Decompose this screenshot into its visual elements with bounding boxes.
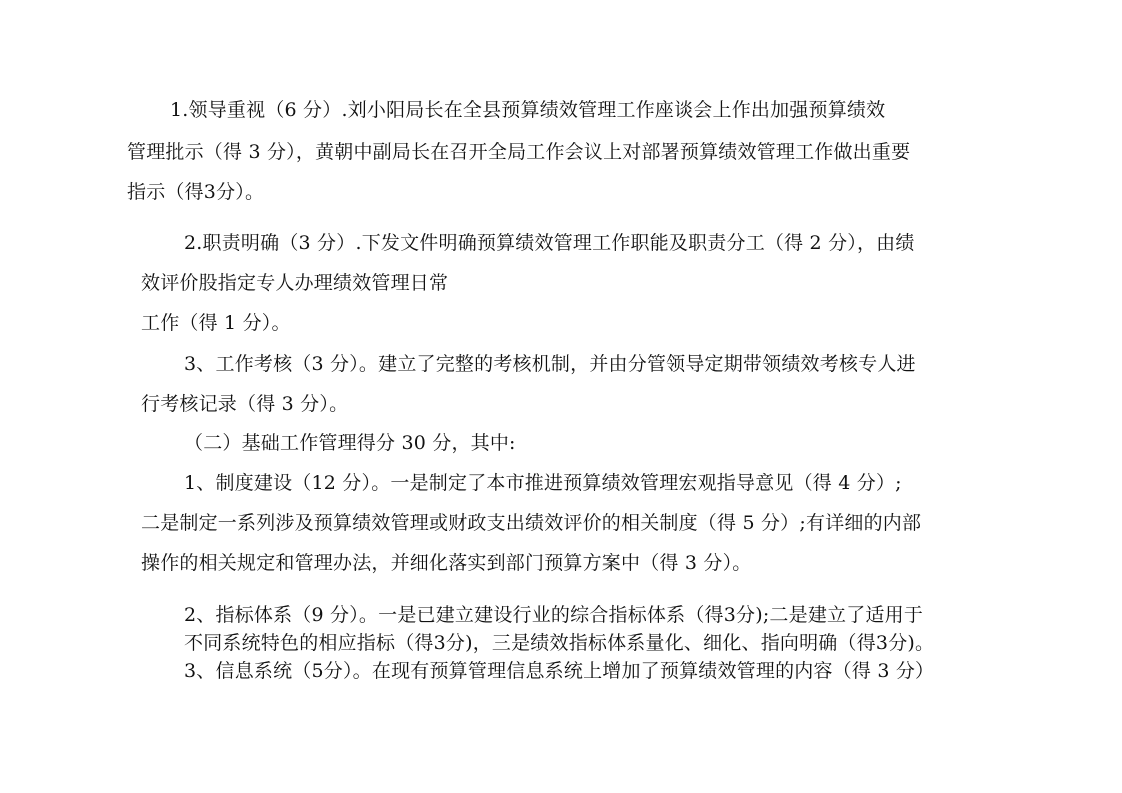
text-line-3: 指示（得3分）。 bbox=[127, 181, 265, 203]
text-line-12: 操作的相关规定和管理办法，并细化落实到部门预算方案中（得 3 分）。 bbox=[141, 552, 752, 574]
text-line-6: 工作（得 1 分）。 bbox=[141, 312, 291, 334]
text-line-2: 管理批示（得 3 分），黄朝中副局长在召开全局工作会议上对部署预算绩效管理工作做出重要 bbox=[127, 141, 911, 163]
text-line-14: 不同系统特色的相应指标（得3分)，三是绩效指标体系量化、细化、指向明确（得3分)。 bbox=[184, 632, 935, 654]
section-heading: （二）基础工作管理得分 30 分，其中: bbox=[184, 432, 516, 454]
text-line-11: 二是制定一系列涉及预算绩效管理或财政支出绩效评价的相关制度（得 5 分）;有详细的内部 bbox=[141, 512, 922, 534]
text-line-7: 3、工作考核（3 分）。建立了完整的考核机制，并由分管领导定期带领绩效考核专人进 bbox=[184, 353, 916, 375]
text-line-4: 2.职责明确（3 分）.下发文件明确预算绩效管理工作职能及职责分工（得 2 分），由绩 bbox=[184, 232, 915, 254]
text-line-8: 行考核记录（得 3 分）。 bbox=[141, 393, 349, 415]
text-line-1: 1.领导重视（6 分）.刘小阳局长在全县预算绩效管理工作座谈会上作出加强预算绩效 bbox=[170, 99, 886, 121]
text-line-15: 3、信息系统（5分）。在现有预算管理信息系统上增加了预算绩效管理的内容（得 3 分） bbox=[184, 660, 935, 682]
text-line-10: 1、制度建设（12 分）。一是制定了本市推进预算绩效管理宏观指导意见（得 4 分）; bbox=[184, 472, 902, 494]
text-line-13: 2、指标体系（9 分）。一是已建立建设行业的综合指标体系（得3分);二是建立了适用于 bbox=[184, 604, 924, 626]
text-line-5: 效评价股指定专人办理绩效管理日常 bbox=[141, 272, 449, 294]
